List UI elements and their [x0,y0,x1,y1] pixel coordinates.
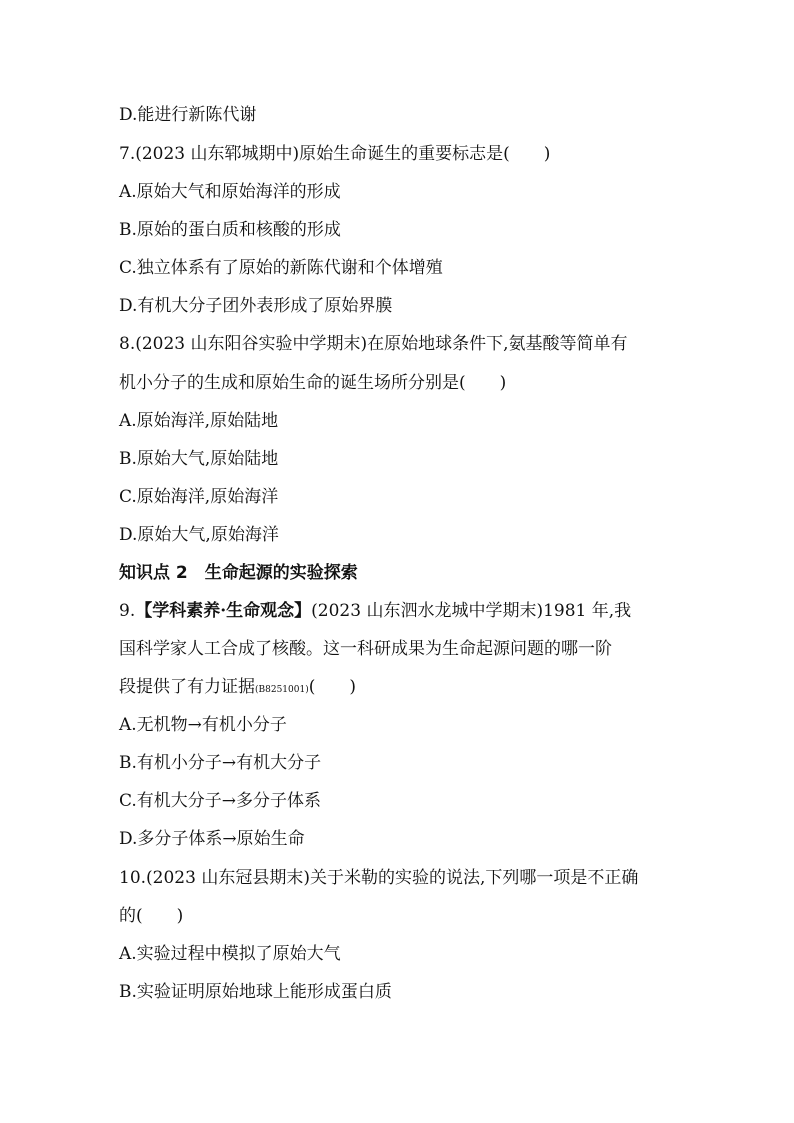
q7-stem: 7.(2023 山东郓城期中)原始生命诞生的重要标志是( ) [119,144,551,164]
q9-stem-line-3 [119,676,356,701]
q9-option-a: A.无机物→有机小分子 [119,715,287,735]
q8-option-c: C.原始海洋,原始海洋 [119,487,279,507]
q6-option-d: D.能进行新陈代谢 [119,105,257,125]
q9-stem-line-1-rest: (2023 山东泗水龙城中学期末)1981 年,我 [311,601,632,621]
q9-stem-line-1 [119,600,631,622]
section-heading: 知识点 2 生命起源的实验探索 [119,563,358,583]
q9-stem-line-2: 国科学家人工合成了核酸。这一科研成果为生命起源问题的哪一阶 [119,639,612,659]
q9-stem-line-3-text: 段提供了有力证据 [119,677,255,697]
q9-code: (B8251001) [255,685,309,695]
q10-option-a: A.实验过程中模拟了原始大气 [119,944,341,964]
q9-number: 9. [119,601,136,621]
q9-option-b: B.有机小分子→有机大分子 [119,753,322,773]
q9-option-d: D.多分子体系→原始生命 [119,829,305,849]
q8-option-b: B.原始大气,原始陆地 [119,449,279,469]
q8-stem-line-2: 机小分子的生成和原始生命的诞生场所分别是( ) [119,373,507,393]
q9-stem-line-3-end: ( ) [308,677,356,697]
q9-tag: 【学科素养·生命观念】 [135,601,312,621]
q7-option-c: C.独立体系有了原始的新陈代谢和个体增殖 [119,258,443,278]
q9-option-c: C.有机大分子→多分子体系 [119,791,322,811]
q7-option-d: D.有机大分子团外表形成了原始界膜 [119,296,393,316]
q10-stem-line-1: 10.(2023 山东冠县期末)关于米勒的实验的说法,下列哪一项是不正确 [119,868,639,888]
q7-option-b: B.原始的蛋白质和核酸的形成 [119,220,341,240]
q8-option-a: A.原始海洋,原始陆地 [119,411,279,431]
q7-option-a: A.原始大气和原始海洋的形成 [119,182,341,202]
q10-option-b: B.实验证明原始地球上能形成蛋白质 [119,982,392,1002]
q8-stem-line-1: 8.(2023 山东阳谷实验中学期末)在原始地球条件下,氨基酸等简单有 [119,334,628,354]
q8-option-d: D.原始大气,原始海洋 [119,525,279,545]
q10-stem-line-2: 的( ) [119,906,184,926]
